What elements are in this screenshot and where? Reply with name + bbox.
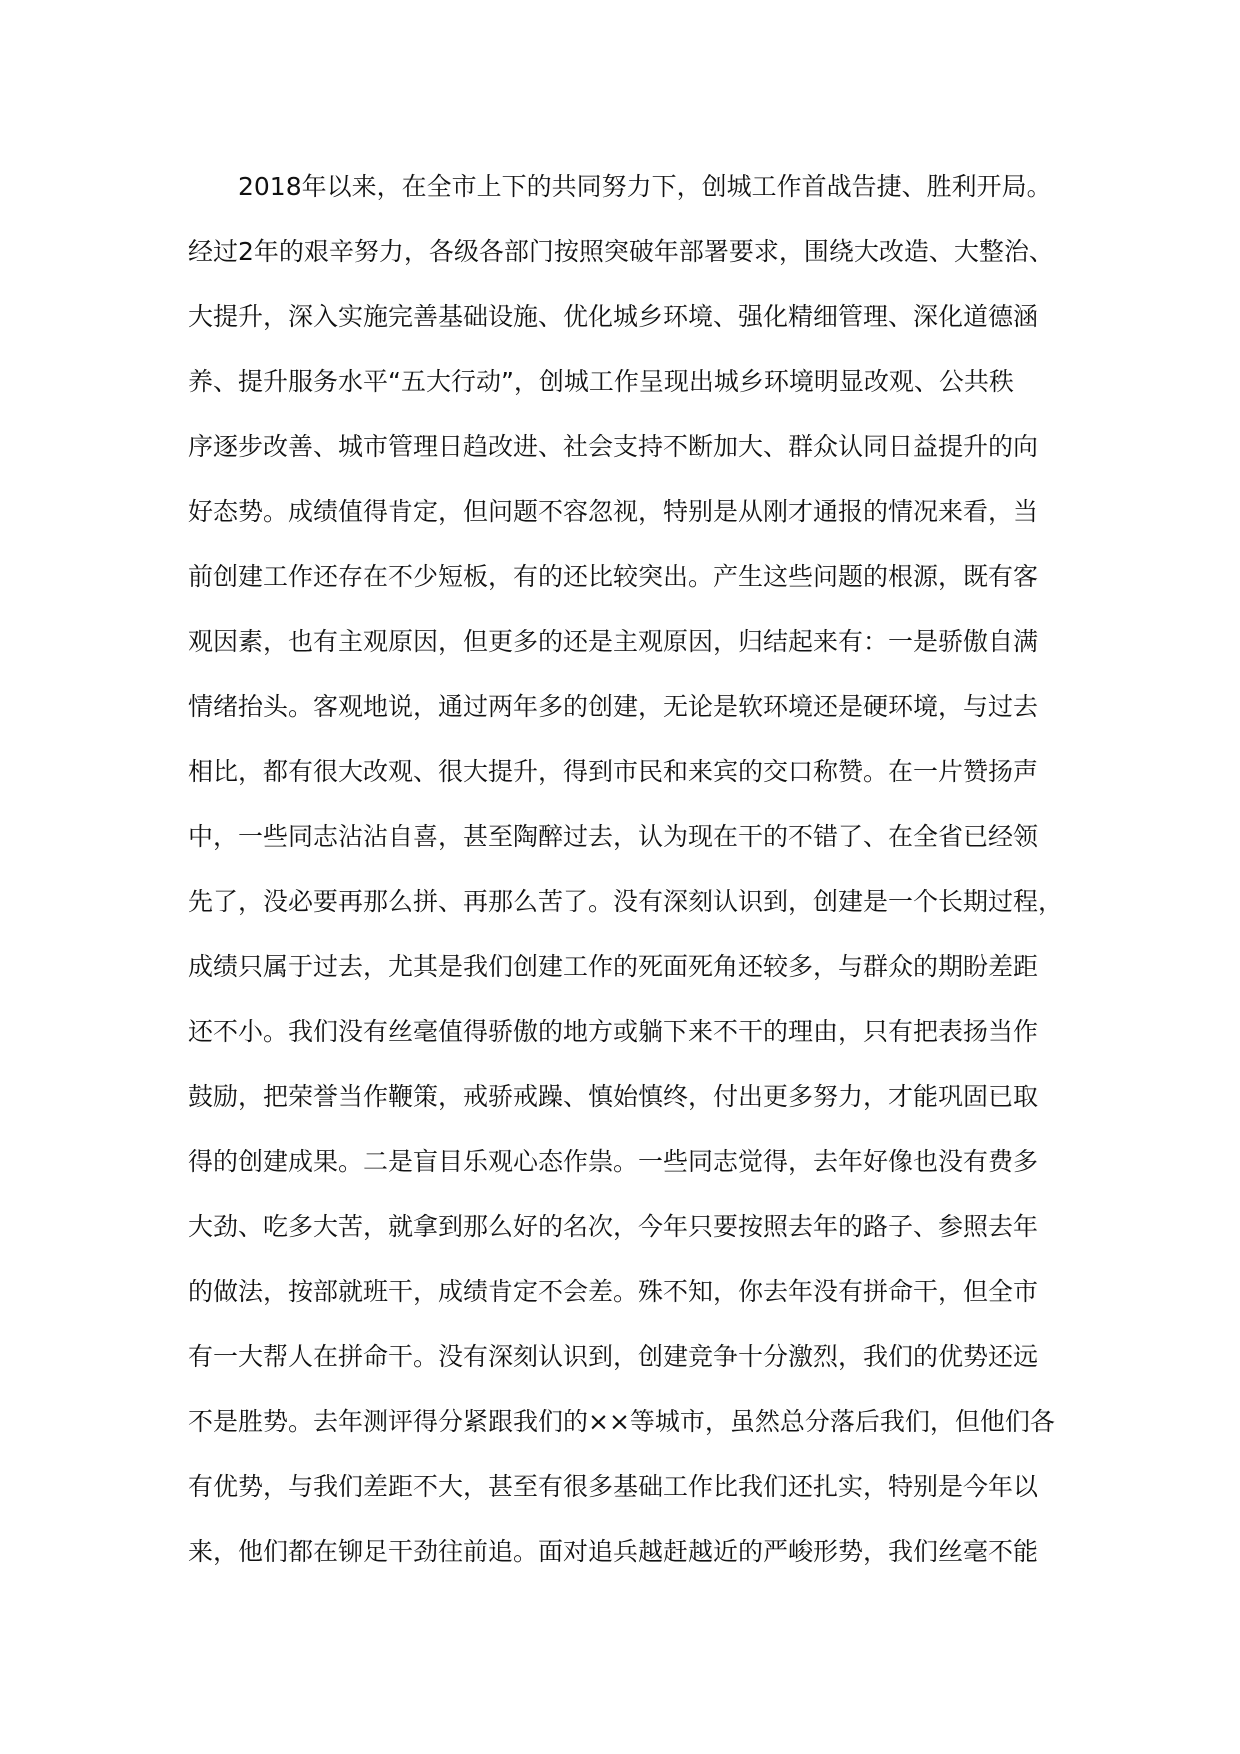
paragraph-line: 得的创建成果。二是盲目乐观心态作祟。一些同志觉得，去年好像也没有费多 (188, 1147, 1039, 1176)
paragraph-line: 大提升，深入实施完善基础设施、优化城乡环境、强化精细管理、深化道德涵 (188, 302, 1039, 331)
paragraph-line: 中，一些同志沾沾自喜，甚至陶醉过去，认为现在干的不错了、在全省已经领 (188, 822, 1039, 851)
paragraph-line: 来，他们都在铆足干劲往前追。面对追兵越赶越近的严峻形势，我们丝毫不能 (188, 1537, 1039, 1566)
paragraph-line: 前创建工作还存在不少短板，有的还比较突出。产生这些问题的根源，既有客 (188, 562, 1039, 591)
paragraph-line: 相比，都有很大改观、很大提升，得到市民和来宾的交口称赞。在一片赞扬声 (188, 757, 1039, 786)
paragraph-line: 好态势。成绩值得肯定，但问题不容忽视，特别是从刚才通报的情况来看，当 (188, 497, 1039, 526)
paragraph-line: 经过2年的艰辛努力，各级各部门按照突破年部署要求，围绕大改造、大整治、 (188, 237, 1054, 266)
paragraph-line: 情绪抬头。客观地说，通过两年多的创建，无论是软环境还是硬环境，与过去 (188, 692, 1039, 721)
paragraph-line: 先了，没必要再那么拼、再那么苦了。没有深刻认识到，创建是一个长期过程， (188, 887, 1064, 916)
paragraph-line: 鼓励，把荣誉当作鞭策，戒骄戒躁、慎始慎终，付出更多努力，才能巩固已取 (188, 1082, 1039, 1111)
paragraph-line: 观因素，也有主观原因，但更多的还是主观原因，归结起来有：一是骄傲自满 (188, 627, 1039, 656)
paragraph-line: 序逐步改善、城市管理日趋改进、社会支持不断加大、群众认同日益提升的向 (188, 432, 1039, 461)
paragraph-line: 的做法，按部就班干，成绩肯定不会差。殊不知，你去年没有拼命干，但全市 (188, 1277, 1039, 1306)
paragraph-line: 养、提升服务水平“五大行动”，创城工作呈现出城乡环境明显改观、公共秩 (188, 367, 1014, 396)
paragraph-line: 大劲、吃多大苦，就拿到那么好的名次，今年只要按照去年的路子、参照去年 (188, 1212, 1039, 1241)
paragraph-line: 有一大帮人在拼命干。没有深刻认识到，创建竞争十分激烈，我们的优势还远 (188, 1342, 1039, 1371)
paragraph-line: 不是胜势。去年测评得分紧跟我们的××等城市，虽然总分落后我们，但他们各 (188, 1407, 1055, 1436)
paragraph-line: 2018年以来，在全市上下的共同努力下，创城工作首战告捷、胜利开局。 (238, 172, 1052, 201)
paragraph-line: 成绩只属于过去，尤其是我们创建工作的死面死角还较多，与群众的期盼差距 (188, 952, 1039, 981)
paragraph-line: 有优势，与我们差距不大，甚至有很多基础工作比我们还扎实，特别是今年以 (188, 1472, 1039, 1501)
paragraph-line: 还不小。我们没有丝毫值得骄傲的地方或躺下来不干的理由，只有把表扬当作 (188, 1017, 1039, 1046)
body-paragraph (188, 172, 1088, 1602)
